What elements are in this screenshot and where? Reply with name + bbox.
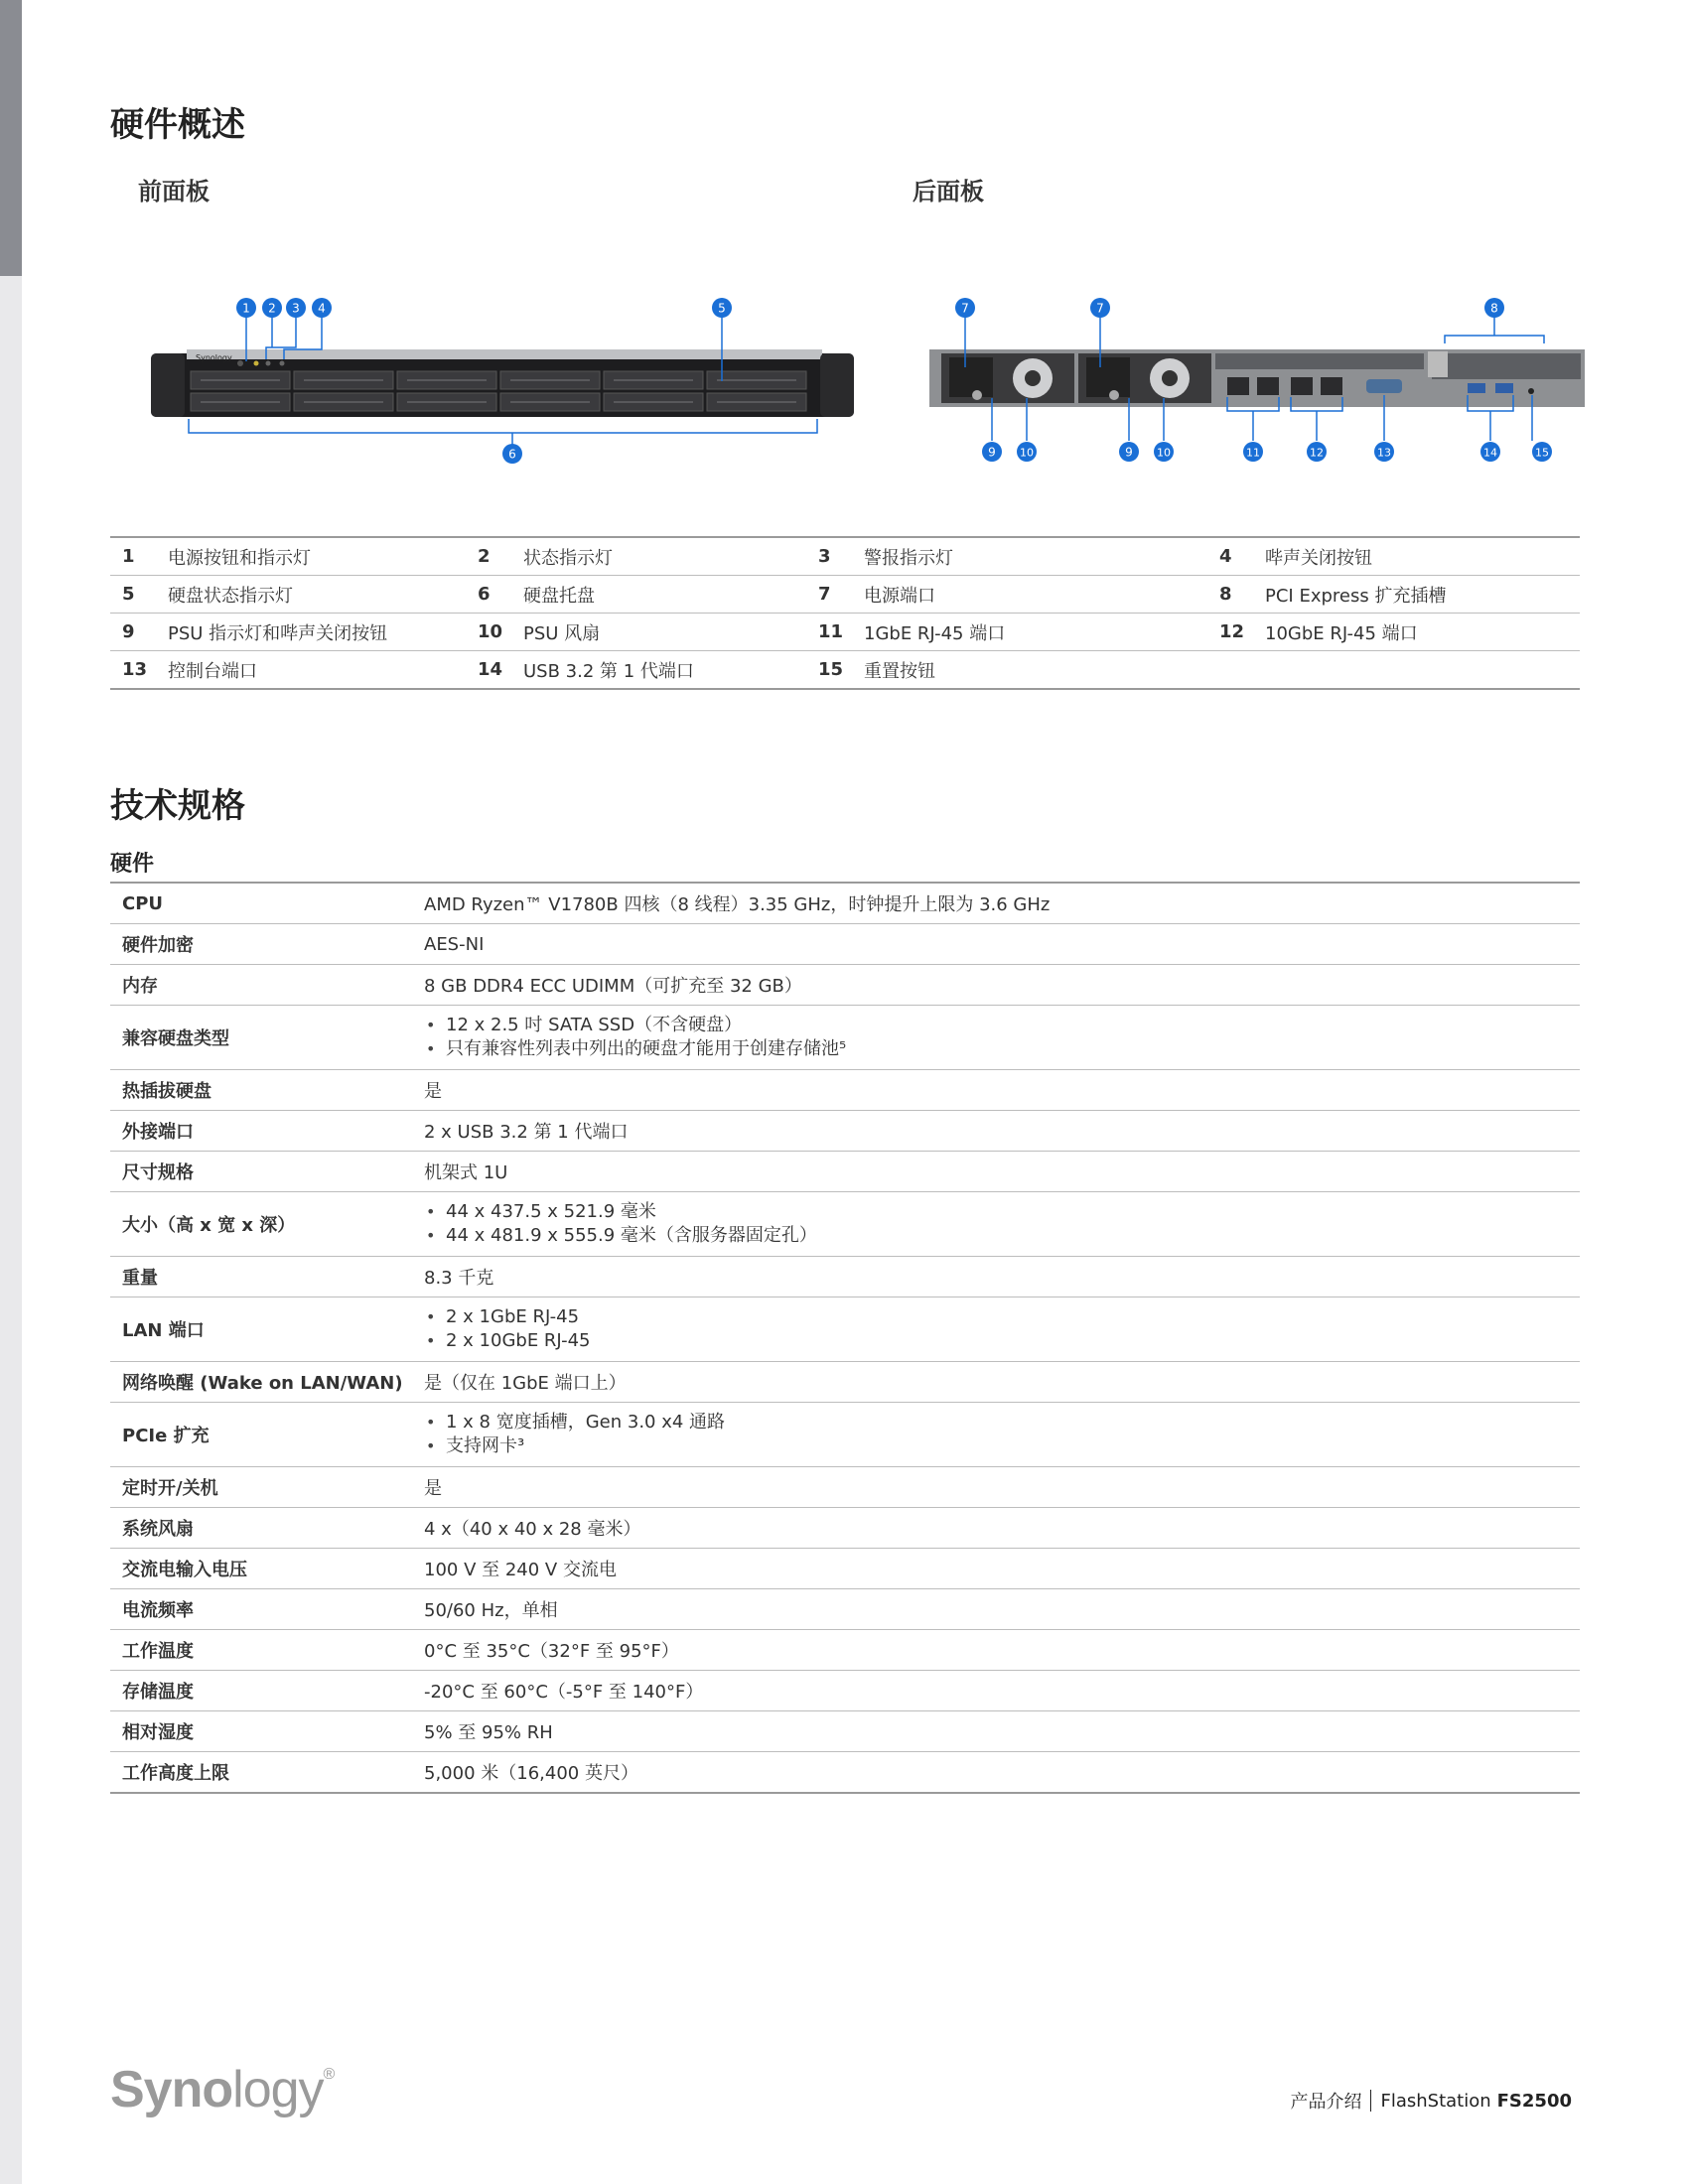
- legend-label: 警报指示灯: [864, 547, 953, 569]
- legend-row: [110, 576, 1580, 614]
- legend-cell: [806, 619, 1207, 645]
- svg-text:12: 12: [1310, 446, 1324, 460]
- section-title-tech-specs: 技术规格: [110, 786, 245, 826]
- legend-label: 重置按钮: [864, 660, 935, 682]
- spec-value: 机架式 1U: [424, 1162, 508, 1183]
- spec-value: 4 x（40 x 40 x 28 毫米）: [424, 1519, 641, 1540]
- svg-text:7: 7: [961, 301, 969, 316]
- spec-label: 兼容硬盘类型: [122, 1028, 229, 1049]
- spec-row: [110, 1006, 1580, 1070]
- spec-value: 0°C 至 35°C（32°F 至 95°F）: [424, 1641, 679, 1662]
- spec-label: 重量: [122, 1268, 158, 1289]
- spec-value: AMD Ryzen™ V1780B 四核（8 线程）3.35 GHz，时钟提升上限为 3.6 GHz: [424, 894, 1051, 915]
- svg-text:10: 10: [1020, 446, 1034, 460]
- spec-label: CPU: [122, 892, 164, 914]
- spec-value-item: • 44 x 481.9 x 555.9 毫米（含服务器固定孔）: [424, 1224, 1580, 1248]
- svg-text:13: 13: [1377, 446, 1391, 460]
- legend-row: [110, 651, 1580, 690]
- rear-panel-heading: 后面板: [913, 178, 984, 205]
- front-panel-heading: 前面板: [138, 178, 210, 205]
- psu-2-led-icon: [1109, 390, 1119, 400]
- spec-value: [424, 1305, 1580, 1353]
- legend-number: 4: [1219, 546, 1232, 567]
- power-button-icon: [237, 360, 243, 366]
- spec-row: [110, 924, 1580, 965]
- legend-number: 5: [122, 584, 135, 605]
- legend-label: 1GbE RJ-45 端口: [864, 622, 1006, 644]
- legend-label: 硬盘托盘: [523, 585, 595, 607]
- svg-text:8: 8: [1490, 301, 1498, 316]
- psu-2-power-port-icon: [1086, 357, 1130, 397]
- legend-label: 状态指示灯: [523, 547, 613, 569]
- spec-label: 工作温度: [122, 1641, 194, 1662]
- spec-value-item: • 只有兼容性列表中列出的硬盘才能用于创建存储池⁵: [424, 1037, 1580, 1061]
- footer-product-line: FlashStation: [1380, 2090, 1491, 2112]
- page-edge-strip: [0, 0, 22, 2184]
- legend-label: PCI Express 扩充插槽: [1265, 585, 1447, 607]
- legend-label: 硬盘状态指示灯: [168, 585, 293, 607]
- footer-product-label: [1290, 2088, 1572, 2114]
- legend-label: 电源按钮和指示灯: [168, 547, 311, 569]
- legend-number: 3: [818, 546, 831, 567]
- legend-cell: [110, 657, 466, 683]
- hardware-subheading: 硬件: [110, 852, 155, 877]
- svg-text:5: 5: [718, 301, 726, 316]
- spec-label: 系统风扇: [122, 1519, 194, 1540]
- legend-row: [110, 614, 1580, 651]
- legend-cell: [466, 619, 806, 645]
- spec-value: -20°C 至 60°C（-5°F 至 140°F）: [424, 1682, 704, 1703]
- spec-row: [110, 1111, 1580, 1152]
- legend-number: 13: [122, 659, 148, 680]
- legend-cell: [110, 544, 466, 570]
- spec-label: LAN 端口: [122, 1320, 205, 1341]
- legend-label: PSU 指示灯和哔声关闭按钮: [168, 622, 388, 644]
- beep-off-button-icon: [280, 361, 285, 366]
- legend-cell: [1207, 544, 1580, 570]
- front-top-cover: [187, 349, 822, 359]
- psu-1-power-port-icon: [949, 357, 993, 397]
- svg-text:4: 4: [318, 301, 326, 316]
- spec-row: [110, 1711, 1580, 1752]
- legend-label: 哔声关闭按钮: [1265, 547, 1372, 569]
- legend-number: 11: [818, 621, 844, 642]
- spec-value: [424, 1200, 1580, 1248]
- legend-number: 7: [818, 584, 831, 605]
- front-panel-diagram: [139, 288, 874, 467]
- spec-label: 尺寸规格: [122, 1162, 194, 1183]
- legend-cell: [466, 657, 806, 683]
- spec-label: 外接端口: [122, 1122, 194, 1143]
- spec-label: 网络唤醒 (Wake on LAN/WAN): [122, 1373, 403, 1394]
- legend-row: [110, 538, 1580, 576]
- spec-value: 8 GB DDR4 ECC UDIMM（可扩充至 32 GB）: [424, 976, 802, 997]
- spec-row: [110, 1671, 1580, 1711]
- spec-value-item: • 1 x 8 宽度插槽，Gen 3.0 x4 通路: [424, 1411, 1580, 1434]
- page-edge-tab: [0, 0, 22, 276]
- legend-number: 10: [478, 621, 503, 642]
- status-led-icon: [254, 361, 259, 366]
- spec-label: 相对湿度: [122, 1722, 194, 1743]
- spec-value: 是（仅在 1GbE 端口上）: [424, 1373, 627, 1394]
- usb-port-1-icon: [1468, 383, 1485, 393]
- spec-row: [110, 965, 1580, 1006]
- legend-number: 14: [478, 659, 503, 680]
- svg-text:3: 3: [292, 301, 300, 316]
- rear-panel-diagram: [923, 288, 1589, 467]
- legend-cell: [806, 582, 1207, 608]
- legend-cell: [806, 657, 1207, 683]
- svg-text:11: 11: [1246, 446, 1260, 460]
- spec-value: 50/60 Hz，单相: [424, 1600, 558, 1621]
- spec-row: [110, 1549, 1580, 1589]
- spec-value: [424, 1014, 1580, 1061]
- spec-row: [110, 1192, 1580, 1257]
- svg-text:6: 6: [508, 447, 516, 462]
- legend-cell: [466, 544, 806, 570]
- component-legend-table: [110, 536, 1580, 690]
- svg-text:7: 7: [1096, 301, 1104, 316]
- spec-label: 热插拔硬盘: [122, 1081, 211, 1102]
- spec-value: 是: [424, 1478, 442, 1499]
- legend-cell: [466, 582, 806, 608]
- spec-row: [110, 1508, 1580, 1549]
- front-left-ear: [151, 353, 185, 417]
- legend-number: 12: [1219, 621, 1245, 642]
- spec-value: 100 V 至 240 V 交流电: [424, 1560, 617, 1580]
- spec-table: [110, 882, 1580, 1794]
- legend-label: PSU 风扇: [523, 622, 601, 644]
- spec-row: [110, 1362, 1580, 1403]
- usb-port-2-icon: [1495, 383, 1513, 393]
- spec-value-item: • 2 x 10GbE RJ-45: [424, 1329, 1580, 1353]
- legend-label: USB 3.2 第 1 代端口: [523, 660, 694, 682]
- legend-cell: [806, 544, 1207, 570]
- psu-1-led-icon: [972, 390, 982, 400]
- spec-label: 大小（高 x 宽 x 深）: [122, 1215, 296, 1236]
- spec-value-item: • 支持网卡³: [424, 1434, 1580, 1458]
- alert-led-icon: [266, 361, 271, 366]
- spec-row: [110, 1070, 1580, 1111]
- spec-value: 5,000 米（16,400 英尺）: [424, 1763, 638, 1784]
- legend-number: 15: [818, 659, 844, 680]
- legend-cell: [110, 582, 466, 608]
- front-right-ear: [820, 353, 854, 417]
- svg-text:1: 1: [242, 301, 250, 316]
- spec-value-item: • 2 x 1GbE RJ-45: [424, 1305, 1580, 1329]
- spec-row: [110, 1467, 1580, 1508]
- spec-label: 存储温度: [122, 1682, 194, 1703]
- legend-number: 8: [1219, 584, 1232, 605]
- spec-row: [110, 1630, 1580, 1671]
- spec-row: [110, 1297, 1580, 1362]
- spec-row: [110, 1257, 1580, 1297]
- pcie-slot-vent: [1432, 353, 1581, 379]
- footer-doc-type: 产品介绍: [1290, 2092, 1362, 2113]
- spec-label: 硬件加密: [122, 935, 194, 956]
- spec-label: PCIe 扩充: [122, 1426, 210, 1446]
- spec-value: AES-NI: [424, 933, 485, 955]
- svg-text:9: 9: [988, 445, 996, 460]
- svg-text:15: 15: [1535, 446, 1549, 460]
- footer-separator: [1370, 2090, 1371, 2112]
- spec-value-item: • 12 x 2.5 吋 SATA SSD（不含硬盘）: [424, 1014, 1580, 1037]
- spec-row: [110, 1752, 1580, 1794]
- svg-text:10: 10: [1157, 446, 1171, 460]
- spec-value: 是: [424, 1081, 442, 1102]
- spec-value: 2 x USB 3.2 第 1 代端口: [424, 1122, 629, 1143]
- svg-text:14: 14: [1483, 446, 1497, 460]
- pcie-bracket-icon: [1428, 351, 1448, 377]
- legend-cell: [110, 619, 466, 645]
- spec-row: [110, 1403, 1580, 1467]
- legend-label: 电源端口: [864, 585, 935, 607]
- legend-number: 2: [478, 546, 491, 567]
- legend-label: 控制台端口: [168, 660, 257, 682]
- legend-number: 9: [122, 621, 135, 642]
- spec-row: [110, 1152, 1580, 1192]
- synology-logo: Synology®: [110, 2061, 335, 2118]
- spec-value-item: • 44 x 437.5 x 521.9 毫米: [424, 1200, 1580, 1224]
- legend-cell: [1207, 619, 1580, 645]
- spec-label: 工作高度上限: [122, 1763, 229, 1784]
- legend-cell: [1207, 582, 1580, 608]
- legend-label: 10GbE RJ-45 端口: [1265, 622, 1418, 644]
- front-brand-label: Synology: [196, 353, 232, 362]
- spec-value: [424, 1411, 1580, 1458]
- reset-button-icon: [1528, 388, 1534, 394]
- spec-label: 交流电输入电压: [122, 1560, 247, 1580]
- rear-vent: [1215, 353, 1424, 369]
- spec-label: 定时开/关机: [122, 1478, 218, 1499]
- legend-number: 6: [478, 584, 491, 605]
- footer-model: FS2500: [1496, 2090, 1572, 2112]
- spec-value: 5% 至 95% RH: [424, 1722, 553, 1743]
- spec-value: 8.3 千克: [424, 1268, 494, 1289]
- svg-text:2: 2: [268, 301, 276, 316]
- section-title-hardware-overview: 硬件概述: [110, 105, 245, 145]
- spec-label: 电流频率: [122, 1600, 194, 1621]
- legend-number: 1: [122, 546, 135, 567]
- spec-row: [110, 884, 1580, 924]
- svg-text:9: 9: [1125, 445, 1133, 460]
- spec-row: [110, 1589, 1580, 1630]
- console-port-icon: [1366, 379, 1402, 393]
- spec-label: 内存: [122, 976, 158, 997]
